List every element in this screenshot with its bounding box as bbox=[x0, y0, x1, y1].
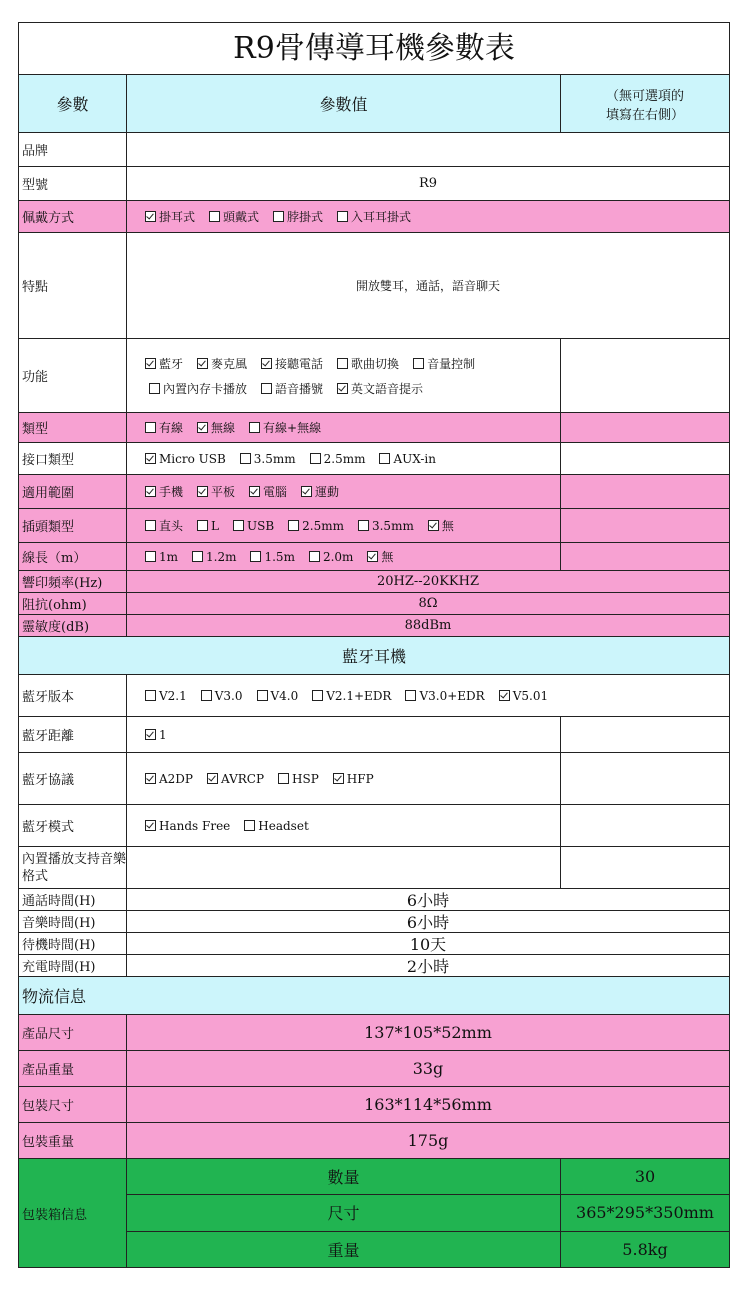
checked-box-icon bbox=[197, 486, 208, 497]
label: 類型 bbox=[19, 413, 127, 442]
label: 產品尺寸 bbox=[19, 1015, 127, 1050]
options-line2 bbox=[145, 380, 489, 397]
note-cell bbox=[561, 443, 729, 474]
spec-table bbox=[18, 22, 730, 1268]
checkbox-option bbox=[197, 355, 247, 372]
unchecked-box-icon bbox=[278, 773, 289, 784]
bt-header-text: 藍牙耳機 bbox=[341, 647, 406, 666]
header-param: 參數 bbox=[19, 75, 127, 132]
option-label: AUX-in bbox=[393, 451, 436, 466]
row-imp bbox=[19, 593, 729, 615]
option-label: 無線 bbox=[211, 421, 236, 435]
value bbox=[127, 847, 561, 888]
unchecked-box-icon bbox=[209, 211, 220, 222]
label: 包裝重量 bbox=[19, 1123, 127, 1158]
checkbox-option bbox=[309, 550, 353, 564]
unchecked-box-icon bbox=[244, 820, 255, 831]
checkbox-option bbox=[145, 419, 183, 436]
header-row bbox=[19, 75, 729, 133]
checked-box-icon bbox=[333, 773, 344, 784]
options bbox=[127, 717, 561, 752]
checked-box-icon bbox=[249, 486, 260, 497]
checkbox-option bbox=[249, 483, 287, 500]
carton-value: 365*295*350mm bbox=[576, 1203, 714, 1223]
checkbox-option bbox=[233, 519, 274, 533]
option-label: 無 bbox=[381, 550, 394, 564]
checkbox-option bbox=[301, 483, 339, 500]
checkbox-option bbox=[249, 419, 321, 436]
option-label: HSP bbox=[292, 771, 319, 786]
label: 內置播放支持音樂格式 bbox=[19, 847, 127, 888]
row-talk bbox=[19, 889, 729, 911]
checked-box-icon bbox=[499, 690, 510, 701]
checked-box-icon bbox=[301, 486, 312, 497]
carton-key: 數量 bbox=[127, 1159, 561, 1194]
checkbox-option bbox=[337, 355, 399, 372]
checkbox-option bbox=[145, 550, 178, 564]
unchecked-box-icon bbox=[240, 453, 251, 464]
label: 充電時間(H) bbox=[19, 955, 127, 976]
row-btmode bbox=[19, 805, 729, 847]
value: 8Ω bbox=[418, 596, 438, 611]
row-music bbox=[19, 847, 729, 889]
options bbox=[127, 201, 729, 232]
checked-box-icon bbox=[145, 773, 156, 784]
options bbox=[127, 753, 561, 804]
option-label: 3.5mm bbox=[253, 451, 296, 466]
label: 品牌 bbox=[19, 133, 127, 166]
logistics-text: 物流信息 bbox=[22, 987, 87, 1006]
checked-box-icon bbox=[145, 211, 156, 222]
value: 10天 bbox=[409, 935, 447, 954]
row-model bbox=[19, 167, 729, 201]
checked-box-icon bbox=[197, 358, 208, 369]
checked-box-icon bbox=[145, 486, 156, 497]
options bbox=[127, 475, 561, 508]
carton-value: 5.8kg bbox=[622, 1239, 668, 1259]
note-cell bbox=[561, 413, 729, 442]
row-function bbox=[19, 339, 729, 413]
options bbox=[127, 443, 561, 474]
option-label: AVRCP bbox=[221, 771, 265, 786]
label: 藍牙協議 bbox=[19, 753, 127, 804]
option-label: 語音播號 bbox=[275, 381, 324, 396]
note-cell bbox=[561, 717, 729, 752]
title-text: R9骨傳導耳機參數表 bbox=[233, 31, 515, 66]
value bbox=[127, 133, 729, 166]
row-play bbox=[19, 911, 729, 933]
label: 型號 bbox=[19, 167, 127, 200]
checked-box-icon bbox=[428, 520, 439, 531]
checkbox-option bbox=[257, 689, 299, 703]
checkbox-option bbox=[145, 819, 230, 833]
unchecked-box-icon bbox=[337, 211, 348, 222]
row-ksize bbox=[19, 1087, 729, 1123]
header-note: （無可選項的 填寫在右側） bbox=[605, 88, 684, 123]
checked-box-icon bbox=[145, 453, 156, 464]
unchecked-box-icon bbox=[145, 520, 156, 531]
checkbox-option bbox=[244, 819, 308, 833]
checkbox-option bbox=[197, 519, 219, 533]
logistics-header bbox=[19, 977, 729, 1015]
option-label: 1 bbox=[159, 727, 167, 742]
row-wear bbox=[19, 201, 729, 233]
checkbox-option bbox=[197, 483, 235, 500]
option-label: 1.2m bbox=[206, 549, 237, 564]
note-cell bbox=[561, 847, 729, 888]
checkbox-option bbox=[145, 355, 183, 372]
option-label: 有線+無線 bbox=[263, 421, 322, 435]
checked-box-icon bbox=[197, 422, 208, 433]
checked-box-icon bbox=[367, 551, 378, 562]
row-pweight bbox=[19, 1051, 729, 1087]
row-btdist bbox=[19, 717, 729, 753]
row-sens bbox=[19, 615, 729, 637]
label: 待機時間(H) bbox=[19, 933, 127, 954]
value: 175g bbox=[407, 1131, 449, 1150]
checkbox-option bbox=[413, 355, 475, 372]
option-label: 內置內存卡播放 bbox=[163, 381, 248, 396]
checkbox-option bbox=[145, 208, 195, 225]
note-cell bbox=[561, 475, 729, 508]
checkbox-option bbox=[240, 452, 296, 466]
value: 6小時 bbox=[406, 913, 450, 932]
unchecked-box-icon bbox=[149, 383, 160, 394]
checked-box-icon bbox=[261, 358, 272, 369]
row-usage bbox=[19, 475, 729, 509]
options bbox=[127, 543, 561, 570]
checkbox-option bbox=[197, 419, 235, 436]
options bbox=[127, 339, 561, 412]
option-label: Micro USB bbox=[159, 451, 226, 466]
value: 33g bbox=[412, 1059, 444, 1078]
row-plug bbox=[19, 509, 729, 543]
checkbox-option bbox=[261, 355, 323, 372]
checkbox-option bbox=[367, 548, 393, 565]
option-label: 3.5mm bbox=[371, 518, 414, 533]
options bbox=[127, 413, 561, 442]
unchecked-box-icon bbox=[288, 520, 299, 531]
carton-details bbox=[127, 1159, 729, 1267]
row-btver bbox=[19, 675, 729, 717]
checked-box-icon bbox=[145, 820, 156, 831]
options bbox=[127, 675, 729, 716]
option-label: L bbox=[211, 518, 219, 533]
value: 88dBm bbox=[404, 618, 452, 633]
row-standby bbox=[19, 933, 729, 955]
label: 藍牙距離 bbox=[19, 717, 127, 752]
value: 137*105*52mm bbox=[364, 1023, 492, 1042]
row-cable bbox=[19, 543, 729, 571]
option-label: 頭戴式 bbox=[223, 210, 260, 224]
unchecked-box-icon bbox=[145, 551, 156, 562]
header-value: 參數值 bbox=[127, 75, 561, 132]
option-label: 有線 bbox=[159, 421, 184, 435]
checkbox-option bbox=[337, 208, 411, 225]
unchecked-box-icon bbox=[257, 690, 268, 701]
unchecked-box-icon bbox=[192, 551, 203, 562]
note-cell bbox=[561, 753, 729, 804]
carton-key: 重量 bbox=[127, 1232, 561, 1267]
option-label: 平板 bbox=[211, 485, 236, 499]
value: R9 bbox=[418, 176, 438, 191]
checked-box-icon bbox=[207, 773, 218, 784]
option-label: V3.0+EDR bbox=[419, 688, 485, 703]
unchecked-box-icon bbox=[233, 520, 244, 531]
option-label: HFP bbox=[346, 771, 374, 786]
option-label: 脖掛式 bbox=[287, 210, 324, 224]
option-label: 1m bbox=[159, 549, 179, 564]
unchecked-box-icon bbox=[358, 520, 369, 531]
value: 2小時 bbox=[406, 957, 450, 976]
option-label: V3.0 bbox=[214, 688, 243, 703]
option-label: Headset bbox=[258, 818, 309, 833]
option-label: 直头 bbox=[159, 519, 184, 533]
row-freq bbox=[19, 571, 729, 593]
option-label: 音量控制 bbox=[427, 356, 476, 371]
note-cell bbox=[561, 339, 729, 412]
checkbox-option bbox=[145, 772, 193, 786]
label: 適用範圍 bbox=[19, 475, 127, 508]
option-label: V2.1+EDR bbox=[326, 688, 392, 703]
label: 接口類型 bbox=[19, 443, 127, 474]
unchecked-box-icon bbox=[312, 690, 323, 701]
checkbox-option bbox=[273, 208, 323, 225]
value: 6小時 bbox=[406, 891, 450, 910]
table-title bbox=[19, 23, 729, 75]
unchecked-box-icon bbox=[145, 422, 156, 433]
checkbox-option bbox=[192, 550, 236, 564]
label: 線長（m） bbox=[19, 543, 127, 570]
checkbox-option bbox=[145, 483, 183, 500]
carton-key: 尺寸 bbox=[127, 1195, 561, 1230]
label: 包裝尺寸 bbox=[19, 1087, 127, 1122]
checkbox-option bbox=[405, 689, 484, 703]
option-label: USB bbox=[246, 518, 275, 533]
option-label: 2.5mm bbox=[323, 451, 366, 466]
option-label: 2.5mm bbox=[302, 518, 344, 533]
label: 產品重量 bbox=[19, 1051, 127, 1086]
checkbox-option bbox=[145, 728, 167, 742]
label: 靈敏度(dB) bbox=[19, 615, 127, 636]
checkbox-option bbox=[278, 772, 319, 786]
unchecked-box-icon bbox=[201, 690, 212, 701]
option-label: 無 bbox=[441, 519, 454, 533]
option-label: 入耳耳掛式 bbox=[351, 210, 412, 224]
option-label: 英文語音提示 bbox=[351, 381, 424, 396]
unchecked-box-icon bbox=[310, 453, 321, 464]
label: 包裝箱信息 bbox=[19, 1159, 127, 1267]
checkbox-option bbox=[145, 689, 187, 703]
options bbox=[127, 509, 561, 542]
checkbox-option bbox=[310, 452, 366, 466]
unchecked-box-icon bbox=[145, 690, 156, 701]
option-label: V2.1 bbox=[159, 688, 187, 703]
unchecked-box-icon bbox=[413, 358, 424, 369]
checked-box-icon bbox=[145, 358, 156, 369]
row-iface bbox=[19, 443, 729, 475]
unchecked-box-icon bbox=[337, 358, 348, 369]
checked-box-icon bbox=[337, 383, 348, 394]
checkbox-option bbox=[333, 772, 374, 786]
label: 音樂時間(H) bbox=[19, 911, 127, 932]
option-label: 1.5m bbox=[264, 549, 295, 564]
option-label: 電腦 bbox=[263, 485, 288, 499]
bt-section-header bbox=[19, 637, 729, 675]
checkbox-option bbox=[149, 380, 247, 397]
unchecked-box-icon bbox=[197, 520, 208, 531]
checkbox-option bbox=[201, 689, 243, 703]
unchecked-box-icon bbox=[379, 453, 390, 464]
value: 163*114*56mm bbox=[364, 1095, 492, 1114]
option-label: 接聽電話 bbox=[275, 356, 324, 371]
option-label: 手機 bbox=[159, 485, 184, 499]
checked-box-icon bbox=[145, 729, 156, 740]
option-label: Hands Free bbox=[159, 818, 231, 833]
checkbox-option bbox=[207, 772, 264, 786]
option-label: V4.0 bbox=[270, 688, 299, 703]
value: 開放雙耳，通話，語音聊天 bbox=[355, 279, 500, 293]
unchecked-box-icon bbox=[405, 690, 416, 701]
checkbox-option bbox=[145, 452, 226, 466]
checkbox-option bbox=[261, 380, 323, 397]
unchecked-box-icon bbox=[249, 422, 260, 433]
option-label: 藍牙 bbox=[159, 356, 184, 371]
option-label: 麥克風 bbox=[211, 356, 248, 371]
row-kweight bbox=[19, 1123, 729, 1159]
row-type bbox=[19, 413, 729, 443]
option-label: V5.01 bbox=[512, 688, 549, 703]
label: 阻抗(ohm) bbox=[19, 593, 127, 614]
label: 響印頻率(Hz) bbox=[19, 571, 127, 592]
checkbox-option bbox=[312, 689, 391, 703]
options-line1 bbox=[145, 355, 489, 372]
row-btproto bbox=[19, 753, 729, 805]
checkbox-option bbox=[250, 550, 294, 564]
label: 插頭類型 bbox=[19, 509, 127, 542]
option-label: A2DP bbox=[159, 771, 193, 786]
row-brand bbox=[19, 133, 729, 167]
options bbox=[127, 805, 561, 846]
row-carton bbox=[19, 1159, 729, 1267]
unchecked-box-icon bbox=[250, 551, 261, 562]
option-label: 運動 bbox=[315, 485, 340, 499]
checkbox-option bbox=[337, 380, 423, 397]
checkbox-option bbox=[209, 208, 259, 225]
label: 通話時間(H) bbox=[19, 889, 127, 910]
checkbox-option bbox=[379, 452, 436, 466]
checkbox-option bbox=[499, 689, 548, 703]
label: 藍牙模式 bbox=[19, 805, 127, 846]
label: 特點 bbox=[19, 233, 127, 338]
label: 佩戴方式 bbox=[19, 201, 127, 232]
option-label: 2.0m bbox=[322, 549, 354, 564]
checkbox-option bbox=[428, 517, 454, 534]
unchecked-box-icon bbox=[309, 551, 320, 562]
option-label: 掛耳式 bbox=[159, 210, 196, 224]
label: 功能 bbox=[19, 339, 127, 412]
unchecked-box-icon bbox=[261, 383, 272, 394]
label: 藍牙版本 bbox=[19, 675, 127, 716]
row-psize bbox=[19, 1015, 729, 1051]
checkbox-option bbox=[288, 519, 344, 533]
note-cell bbox=[561, 805, 729, 846]
value: 20HZ--20KKHZ bbox=[376, 574, 480, 589]
note-cell bbox=[561, 543, 729, 570]
note-cell bbox=[561, 509, 729, 542]
row-charge bbox=[19, 955, 729, 977]
unchecked-box-icon bbox=[273, 211, 284, 222]
carton-value: 30 bbox=[634, 1167, 656, 1187]
option-label: 歌曲切換 bbox=[351, 356, 400, 371]
checkbox-option bbox=[145, 517, 183, 534]
checkbox-option bbox=[358, 519, 414, 533]
row-feature bbox=[19, 233, 729, 339]
